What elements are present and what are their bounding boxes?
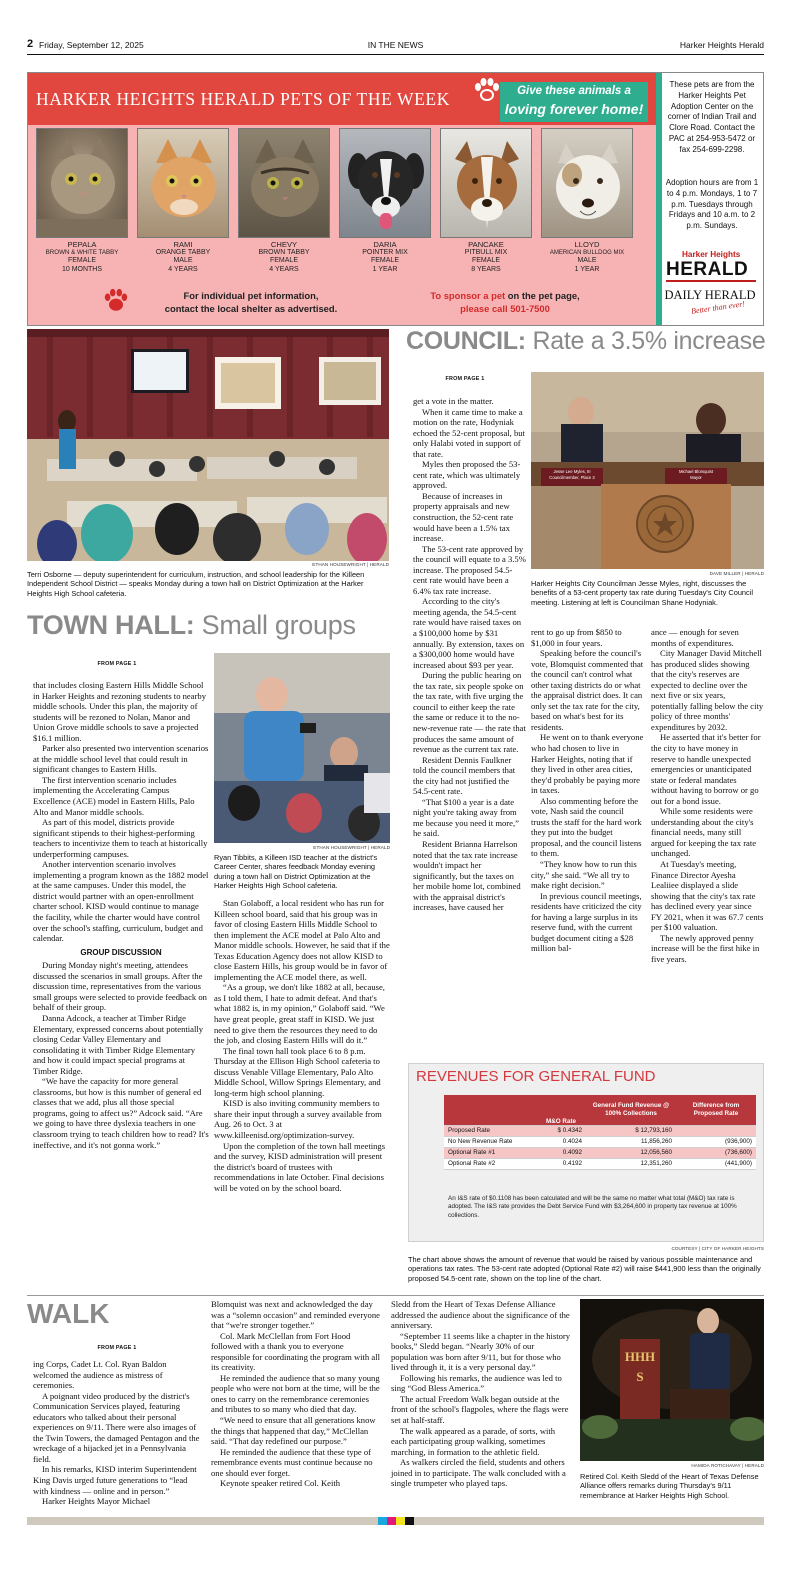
- pet-photo-pepala: [36, 128, 128, 238]
- paragraph: In his remarks, KISD interim Superintendent King Davis urged future generations to “lead with kindness — online and in person.”: [33, 1464, 197, 1496]
- townhall-headline-light: Small groups: [194, 610, 356, 640]
- pet-photo-lloyd: [541, 128, 633, 238]
- paragraph: The walk appeared as a parade, of sorts, with each participating group walking, sometimes marching, in formation to the athletic field.: [391, 1425, 556, 1457]
- swatch-yellow: [396, 1517, 405, 1525]
- paragraph: The actual Freedom Walk began outside at the front of the school's flagpoles, where the flags were set at half-staff.: [391, 1393, 569, 1426]
- pet-info-line1: For individual pet information,: [183, 290, 319, 301]
- pet-info-rami: [133, 241, 233, 274]
- table-cell: [676, 1125, 756, 1136]
- table-cell: (441,900): [676, 1158, 756, 1169]
- swatch-magenta: [387, 1517, 396, 1525]
- page-header: [27, 40, 764, 52]
- tagline-line2: loving forever home!: [504, 101, 644, 117]
- paragraph: Because of increases in property appraisals and new construction, the 52-cent rate would have been a 1.5% tax increase.: [413, 490, 514, 544]
- table-cell: (936,900): [676, 1136, 756, 1147]
- pet-info-pancake: [436, 241, 536, 274]
- pet-photo-chevy: [238, 128, 330, 238]
- daily-herald-tagline: Better than ever!: [690, 299, 746, 316]
- paragraph: As part of this model, districts provide significant stipends to their highest-performing teachers to incentivize them to teach at historically underperforming campuses.: [33, 817, 208, 859]
- registration-marks: [378, 1517, 414, 1525]
- revenue-title: REVENUES FOR GENERAL FUND: [416, 1068, 656, 1085]
- page-date: Friday, September 12, 2025: [39, 40, 144, 50]
- page-number: 2: [27, 38, 34, 50]
- revenue-caption: The chart above shows the amount of revenue that would be raised by various possible maintenance and operations tax rates. The 53-cent rate adopted (Optional Rate #2) will raise $441,900 less than the originally proposed 54.5-cent rate, shown on the top line of the chart.: [408, 1255, 761, 1283]
- pet-info-pepala: [32, 241, 132, 274]
- paragraph: During the public hearing on the tax rate, six people spoke on the tax rate, with five urging the council to either keep the rate the same or reduce it to the no-new-revenue rate — the rate that produces the same amount of revenue as the current tax rate.: [413, 670, 526, 755]
- paragraph: He reminded the audience that so many young people who were not born at the time, will be the ones to carry on the remembrance ceremonies and tributes to so many who died that day.: [211, 1372, 380, 1415]
- paragraph: Danna Adcock, a teacher at Timber Ridge Elementary, expressed concerns about potentially closing Cedar Valley Elementary and consolidating it with Timber Ridge Elementary and how it could impact special programs at Timber Ridge.: [33, 1012, 204, 1076]
- nameplate-title: Councilmember, Place 3: [549, 475, 595, 480]
- pet-photo-rami: [137, 128, 229, 238]
- paper-name: Harker Heights Herald: [679, 40, 764, 50]
- table-cell: 0.4192: [536, 1158, 586, 1169]
- paragraph: He went on to thank everyone who had chosen to live in Harker Heights, noting that if they lived in other area cities, they'd probably be paying more in taxes.: [531, 732, 644, 796]
- paragraph: “As a group, we don't like 1882 at all, because, as I told them, I hate to admit defeat. And that's what 1882 is, in my opinion,” Golaboff said. “We have great people, great staff in KISD. We just need to give them the resources they need to do the job, and closing Eastern Hills will do it.”: [214, 982, 385, 1046]
- table-cell: 12,351,260: [586, 1158, 676, 1169]
- paragraph: Keynote speaker retired Col. Keith: [220, 1478, 341, 1489]
- paragraph: Upon the completion of the town hall meetings and the survey, KISD administration will present the district's board of trustees with recommendations in late October. Final decisions will be voted on by the school board.: [214, 1140, 386, 1193]
- pet-sex: FEMALE: [67, 257, 96, 265]
- paragraph: get a vote in the matter.: [413, 396, 494, 406]
- table-cell: Optional Rate #2: [444, 1158, 536, 1169]
- paragraph: ance — enough for seven months of expenditures.: [651, 627, 739, 648]
- paragraph: Harker Heights Mayor Michael: [42, 1496, 151, 1507]
- walk-photo-caption: Retired Col. Keith Sledd of the Heart of Texas Defense Alliance offers remarks during Thursday's 9/11 remembrance at Harker Heights High School.: [580, 1472, 759, 1500]
- paragraph: Also commenting before the vote, Nash said the council trusts the staff for the hard work they put into the budget proposal, and the council listens to them.: [531, 795, 642, 859]
- nameplate-name: Jesse Lee Myles, III: [553, 469, 591, 474]
- council-col2: [531, 627, 644, 954]
- pet-age: 1 YEAR: [372, 265, 398, 273]
- pet-age: 8 YEARS: [471, 265, 501, 273]
- sponsor-line: [390, 290, 620, 301]
- sidebar-shelter-info: These pets are from the Harker Heights Pet Adoption Center on the corner of Indian Trail and Clore Road. Contact the PAC at 254-953-5472 or fax 254-699-2298.: [667, 80, 757, 154]
- tagline-line1: Give these animals a: [517, 85, 631, 97]
- table-cell: (736,600): [676, 1147, 756, 1158]
- table-row: [444, 1125, 756, 1136]
- sponsor-tail: on the pet page,: [505, 290, 580, 301]
- paragraph: Resident Brianna Harrelson noted that the tax rate increase wouldn't impact her significantly, but the taxes on her mobile home lot, combined with the appraisal district's increases, have caused her: [413, 838, 521, 913]
- paragraph: that includes closing Eastern Hills Middle School in Harker Heights and rezoning students to nearby middle schools. Under this plan, the majority of students will be rezoned to Nolan, Manor and Union Grove middle schools to save a projected $16.1 million.: [33, 680, 207, 743]
- paragraph: “That $100 a year is a date night you're taking away from me because you need it more,” he said.: [413, 796, 519, 839]
- pet-info-lloyd: [537, 241, 637, 274]
- pet-name: PANCAKE: [468, 240, 504, 249]
- pet-info-daria: [335, 241, 435, 274]
- paragraph: Following his remarks, the audience was led to sing “God Bless America.”: [391, 1372, 562, 1394]
- pet-sex: FEMALE: [471, 257, 500, 265]
- nameplate-name: Michael Blomquist: [679, 469, 713, 474]
- nameplate-title: Mayor: [690, 475, 702, 480]
- council-from-page: FROM PAGE 1: [445, 376, 485, 382]
- revenue-table: [444, 1095, 756, 1170]
- townhall-photo-2: [214, 653, 390, 843]
- herald-logo-top: Harker Heights: [682, 250, 741, 259]
- table-cell: 12,056,560: [586, 1147, 676, 1158]
- paragraph: In previous council meetings, residents have criticized the city for having a large surplus in its reserve fund, with the current budget document citing a $28 million bal-: [531, 890, 642, 954]
- nameplate-blomquist: [665, 469, 727, 481]
- council-headline-light: Rate a 3.5% increase: [525, 327, 766, 355]
- table-header-cell: Difference from Proposed Rate: [676, 1095, 756, 1125]
- table-header-cell: M&O Rate: [536, 1095, 586, 1125]
- pet-sex: MALE: [577, 257, 597, 265]
- walk-photo-credit: HAMIDA ROTICHAVAY | HERALD: [691, 1463, 764, 1468]
- pet-breed: POINTER MIX: [362, 249, 408, 257]
- walk-col1: [33, 1359, 203, 1507]
- revenue-note: An I&S rate of $0.1108 has been calculated and will be the same no matter what total (M&O) tax rate is adopted. The I&S rate provides the Debt Service Fund with $3,264,600 in property tax revenue at 100% collections.: [448, 1195, 737, 1219]
- paw-icon: [102, 287, 130, 315]
- pet-info-chevy: [234, 241, 334, 274]
- table-cell: $ 0.4342: [536, 1125, 586, 1136]
- townhall-photo-2-caption: Ryan Tibbits, a Killeen ISD teacher at the district's Career Center, shares feedback Monday evening during a town hall on District Optimization at the Harker Heights High School cafeteria.: [214, 853, 378, 891]
- paragraph: He reminded the audience that these type of remembrance events must continue because no one should ever forget.: [211, 1446, 373, 1478]
- pet-breed: PITBULL MIX: [464, 249, 508, 257]
- pet-photo-daria: [339, 128, 431, 238]
- paragraph: Blomquist was next and acknowledged the day was a “solemn occasion” and reminded everyone that “we're stronger together.”: [211, 1299, 380, 1331]
- sidebar-hours: Adoption hours are from 1 to 4 p.m. Mondays, 1 to 7 p.m. Tuesdays through Fridays and 10 a.m. to 2 p.m. Sundays.: [665, 178, 759, 231]
- table-cell: No New Revenue Rate: [444, 1136, 536, 1147]
- paragraph: “We need to ensure that all generations know the things that happened that day,” McClellan said. “That day redefined our purpose.”: [211, 1415, 376, 1447]
- paragraph: “They know how to run this city,” she said. “We all try to make right decision.”: [531, 859, 637, 891]
- paragraph: He asserted that it's better for the city to have money in reserve to handle unexpected emergencies or unanticipated state or federal mandates without having to borrow or go out for a bond issue.: [651, 732, 761, 806]
- pet-name: RAMI: [173, 240, 193, 249]
- pet-age: 4 YEARS: [168, 265, 198, 273]
- table-row: [444, 1136, 756, 1147]
- paragraph: According to the city's meeting agenda, the 54.5-cent rate would have raised taxes on a $100,000 home by $31 annually. By extension, taxes on a $300,000 home would have increased about $93 per year.: [413, 596, 525, 670]
- pet-name: CHEVY: [270, 240, 298, 249]
- townhall-photo-credit: ETHAN HOUSEWRIGHT | HERALD: [312, 562, 389, 567]
- paragraph: Resident Dennis Faulkner told the council members that the city had not justified the 54.5-cent rate.: [413, 754, 516, 797]
- paragraph: Another intervention scenario involves implementing a program known as the 1882 model at the same campuses. Under this model, the district would partner with an open-enrollment charter school. KISD would continue to manage the facility, while the charter would have control over the school's staffing, curriculum, budget and calendar.: [33, 859, 209, 944]
- walk-col2: [211, 1299, 383, 1489]
- pet-breed: BROWN TABBY: [258, 249, 310, 257]
- paw-icon: [472, 76, 502, 106]
- herald-logo-rule: [666, 280, 756, 282]
- table-header-cell: General Fund Revenue @ 100% Collections: [586, 1095, 676, 1125]
- council-headline: [406, 327, 766, 356]
- paragraph: As walkers circled the field, students and others joined in to participate. The walk concluded with a single trumpeter who played taps.: [391, 1457, 566, 1489]
- townhall-photo-caption: Terri Osborne — deputy superintendent for curriculum, instruction, and school leadership for the Killeen Independent School District — speaks Monday during a town hall on District Optimization at the Harker Heights High School cafeteria.: [27, 570, 365, 598]
- walk-photo: [580, 1299, 764, 1461]
- paragraph: Myles then proposed the 53-cent rate, which was ultimately approved.: [413, 459, 521, 491]
- paragraph: A poignant video produced by the district's Communication Services played, featuring educators who talked about their personal experiences on 9/11. There were also images of the Twin Towers, the damaged Pentagon and the wreckage of a hijacked jet in a Pennsylvania field.: [33, 1390, 200, 1464]
- swatch-black: [405, 1517, 414, 1525]
- paragraph: Speaking before the council's vote, Blomquist commented that the council can't control what other taxing districts do or what the appraisal district does. It can only set the tax rate for the city, based on what's best for its residents.: [531, 648, 644, 732]
- paragraph: The first intervention scenario includes implementing the Accelerating Campus Excellence (ACE) model in Eastern Hills, Palo Alto and Manor middle schools.: [33, 774, 195, 817]
- table-cell: Proposed Rate: [444, 1125, 536, 1136]
- paragraph: At Tuesday's meeting, Finance Director Ayesha Lealiiee displayed a slide showing that the city's tax rate has declined every year since FY 2021, when it was 67.7 cents per $100 valuation.: [651, 859, 764, 933]
- paragraph: rent to go up from $850 to $1,000 in four years.: [531, 627, 622, 648]
- herald-logo-main: HERALD: [666, 259, 749, 280]
- table-cell: 11,856,260: [586, 1136, 676, 1147]
- paragraph: Sledd from the Heart of Texas Defense Alliance addressed the audience about the significance of the anniversary.: [391, 1299, 570, 1331]
- paragraph: City Manager David Mitchell has produced slides showing that the city's reserves are expected to decline over the next five or six years, potentially falling below the city policy of three months' expenditures by 2032.: [651, 648, 764, 732]
- townhall-headline-bold: TOWN HALL:: [27, 610, 195, 640]
- pet-sex: MALE: [173, 257, 193, 265]
- herald-logo: [662, 250, 758, 284]
- council-headline-bold: COUNCIL:: [406, 327, 526, 355]
- table-cell: 0.4024: [536, 1136, 586, 1147]
- table-row: [444, 1158, 756, 1169]
- paragraph: Stan Golaboff, a local resident who has run for Killeen school board, said that his group was in favor of closing Eastern Hills Middle School to then implement the ACE model at Palo Alto and Manor middle schools. However, he said that if the Texas Education Agency does not allow KISD to close Eastern Hills, his group would be in favor of implementing the ACE model there, as well.: [214, 898, 390, 982]
- townhall-headline: [27, 610, 356, 641]
- walk-rule: [27, 1295, 764, 1296]
- paragraph: Parker also presented two intervention scenarios at the middle school level that could result in significant changes to Eastern Hills.: [33, 743, 209, 775]
- pet-breed: BROWN & WHITE TABBY: [45, 249, 119, 257]
- revenue-credit: COURTESY | CITY OF HARKER HEIGHTS: [671, 1246, 764, 1251]
- pets-title: HARKER HEIGHTS HERALD PETS OF THE WEEK: [36, 89, 450, 109]
- walk-headline: WALK: [27, 1298, 110, 1329]
- swatch-cyan: [378, 1517, 387, 1525]
- table-header-row: [444, 1095, 756, 1125]
- table-cell: $ 12,793,160: [586, 1125, 676, 1136]
- paragraph: Col. Mark McClellan from Fort Hood followed with a thank you to everyone responsible for coordinating the program with all its creativity.: [211, 1330, 380, 1373]
- paragraph: ing Corps, Cadet Lt. Col. Ryan Baldon welcomed the audience as mistress of ceremonies.: [33, 1359, 167, 1391]
- townhall-photo-2-credit: ETHAN HOUSEWRIGHT | HERALD: [313, 845, 390, 850]
- pet-breed: AMERICAN BULLDOG MIX: [549, 250, 625, 257]
- lectern-letters: HHHS: [624, 1349, 656, 1384]
- header-rule: [27, 54, 764, 55]
- table-row: [444, 1147, 756, 1158]
- revenue-table-wrap: [444, 1095, 756, 1170]
- paragraph: “September 11 seems like a chapter in the history books,” Sledd began. “Nearly 30% of our population was born after 9/11, but for those who lived through it, it is a very personal day.”: [391, 1330, 571, 1373]
- section-name: IN THE NEWS: [367, 40, 424, 50]
- pet-sex: FEMALE: [370, 257, 399, 265]
- townhall-photo: [27, 329, 389, 561]
- paragraph: The 53-cent rate approved by the council will equate to a 3.5% increase. The proposed 54.5-cent rate would have been a 6.4% tax rate increase.: [413, 543, 526, 596]
- pet-name: PEPALA: [67, 240, 97, 249]
- group-discussion-subhead: GROUP DISCUSSION: [80, 947, 162, 957]
- pet-sex: FEMALE: [269, 257, 298, 265]
- council-photo-credit: DAVE MILLER | HERALD: [709, 571, 764, 576]
- pet-photo-pancake: [440, 128, 532, 238]
- council-photo-caption: Harker Heights City Councilman Jesse Myles, right, discusses the benefits of a 53-cent property tax rate during Tuesday's City Council meeting. Listening at left is Councilman Shane Hodyniak.: [531, 579, 754, 607]
- pet-age: 4 YEARS: [269, 265, 299, 273]
- nameplate-myles: [541, 469, 603, 481]
- council-col1: [413, 396, 526, 913]
- paragraph: While some residents were understanding about the city's financial needs, many still argued for keeping the tax rate unchanged.: [651, 806, 757, 859]
- pet-age: 10 MONTHS: [61, 265, 103, 273]
- daily-herald-logo: DAILY HERALD: [664, 288, 756, 302]
- paragraph: The newly approved penny increase will be the first hike in five years.: [651, 932, 760, 964]
- townhall-col2: [214, 898, 390, 1193]
- council-photo: [531, 372, 764, 569]
- paragraph: “We have the capacity for more general classrooms, but how is this number of general ed classes that we add, plus all those special programs, going to affect us?” Adcock said. “Are we going to have three dyslexia teachers in one classroom trying to teach children how to read? It's ineffective, and it's not gonna work.”: [33, 1076, 209, 1150]
- pet-breed: ORANGE TABBY: [155, 249, 211, 257]
- table-header-cell: [444, 1095, 536, 1125]
- townhall-col1: [33, 680, 209, 1150]
- table-cell: 0.4092: [536, 1147, 586, 1158]
- pet-name: DARIA: [373, 240, 397, 249]
- sponsor-phone: please call 501-7500: [460, 303, 550, 314]
- walk-from-page: FROM PAGE 1: [97, 1345, 137, 1351]
- council-col3: [651, 627, 764, 965]
- pet-age: 1 YEAR: [574, 265, 600, 273]
- paragraph: The final town hall took place 6 to 8 p.m. Thursday at the Ellison High School cafeteria to discuss Venable Village Elementary, Palo Alto Middle School, Willow Springs Elementary, and long-term high school planning.: [214, 1045, 381, 1098]
- pet-name: LLOYD: [574, 240, 600, 249]
- walk-col3: [391, 1299, 571, 1489]
- paragraph: When it came time to make a motion on the rate, Hodyniak echoed the 52-cent proposal, but only Halabi voted in support of that rate.: [413, 406, 525, 459]
- sponsor-lead: To sponsor a pet: [430, 290, 506, 301]
- pet-info-line2: contact the local shelter as advertised.: [164, 303, 338, 314]
- paragraph: KISD is also inviting community members to share their input through a survey available from Aug. 26 to Oct. 3 at www.killeenisd.org/optimization-survey.: [214, 1098, 382, 1141]
- table-cell: Optional Rate #1: [444, 1147, 536, 1158]
- townhall-from-page: FROM PAGE 1: [97, 661, 137, 667]
- paragraph: During Monday night's meeting, attendees discussed the scenarios in small groups. After the discussion time, representatives from the various small groups were selected to provide feedback on behalf of their group.: [33, 960, 207, 1013]
